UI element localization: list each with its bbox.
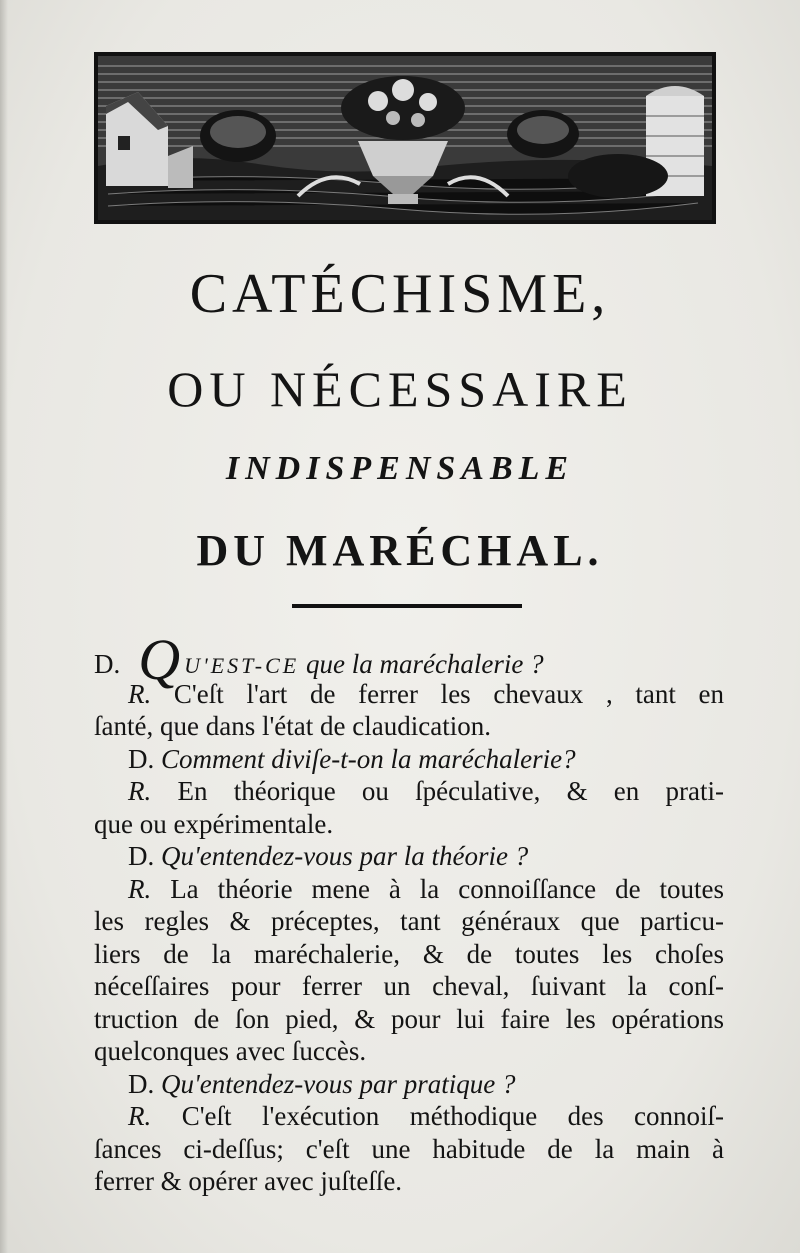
answer-marker: R. <box>128 873 152 904</box>
woodcut-landscape-illustration <box>98 56 712 220</box>
catechism-body-text <box>94 627 724 1198</box>
answer-3-text-1: La théorie mene à la connoiſſance de toutes <box>170 873 724 904</box>
answer-3-line-3: liers de la maréchalerie, & de toutes les choſes <box>94 938 724 969</box>
answer-4-line-2: ſances ci-deſſus; c'eſt une habitude de la main à <box>94 1133 724 1164</box>
question-marker: D. <box>94 649 121 679</box>
title-line-catechisme: CATÉCHISME, <box>189 263 611 325</box>
answer-3-line-6: quelconques avec ſuccès. <box>94 1036 367 1066</box>
title-line-indispensable: INDISPENSABLE <box>225 450 575 487</box>
answer-2-line-1 <box>94 775 724 808</box>
woodcut-headpiece <box>94 52 716 224</box>
question-4 <box>94 1068 724 1101</box>
question-1-text: que la maréchalerie ? <box>305 649 544 679</box>
answer-1-line-1 <box>94 678 724 711</box>
question-2-text: Comment diviſe-t-on la maréchalerie? <box>161 743 576 774</box>
answer-1-line-2: ſanté, que dans l'état de claudication. <box>94 711 491 741</box>
answer-3-line-2: les regles & préceptes, tant généraux que particu- <box>94 906 724 936</box>
answer-3-line-1 <box>94 873 724 906</box>
answer-2-line-2: que ou expérimentale. <box>94 808 334 839</box>
answer-marker: R. <box>128 678 152 709</box>
question-1 <box>94 627 724 692</box>
answer-1-text-1: C'eſt l'art de ferrer les chevaux , tant en <box>173 678 724 709</box>
question-marker: D. <box>128 743 155 774</box>
answer-marker: R. <box>128 776 152 806</box>
question-3-text: Qu'entendez-vous par la théorie ? <box>161 841 529 871</box>
question-marker: D. <box>128 1068 155 1099</box>
title-line-du-marechal: DU MARÉCHAL. <box>196 526 604 575</box>
question-3 <box>94 840 724 873</box>
answer-4-line-1 <box>94 1100 724 1133</box>
answer-3-line-5: truction de ſon pied, & pour lui faire les opérations <box>94 1003 724 1034</box>
question-4-text: Qu'entendez-vous par pratique ? <box>161 1068 516 1099</box>
question-1-caps: U'EST-CE <box>184 653 300 678</box>
question-2 <box>94 743 724 776</box>
title-rule-divider <box>292 604 522 608</box>
answer-4-text-1: C'eſt l'exécution méthodique des connoiſ- <box>181 1101 724 1131</box>
drop-initial-q: Q <box>138 627 181 692</box>
title-line-ou-necessaire: OU NÉCESSAIRE <box>167 361 633 417</box>
question-marker: D. <box>128 841 155 871</box>
answer-4-line-3: ferrer & opérer avec juſteſſe. <box>94 1166 403 1196</box>
answer-marker: R. <box>128 1101 152 1131</box>
answer-2-text-1: En théorique ou ſpéculative, & en prati- <box>177 776 724 806</box>
answer-3-line-4: néceſſaires pour ferrer un cheval, ſuivant la conſ- <box>94 971 724 1001</box>
